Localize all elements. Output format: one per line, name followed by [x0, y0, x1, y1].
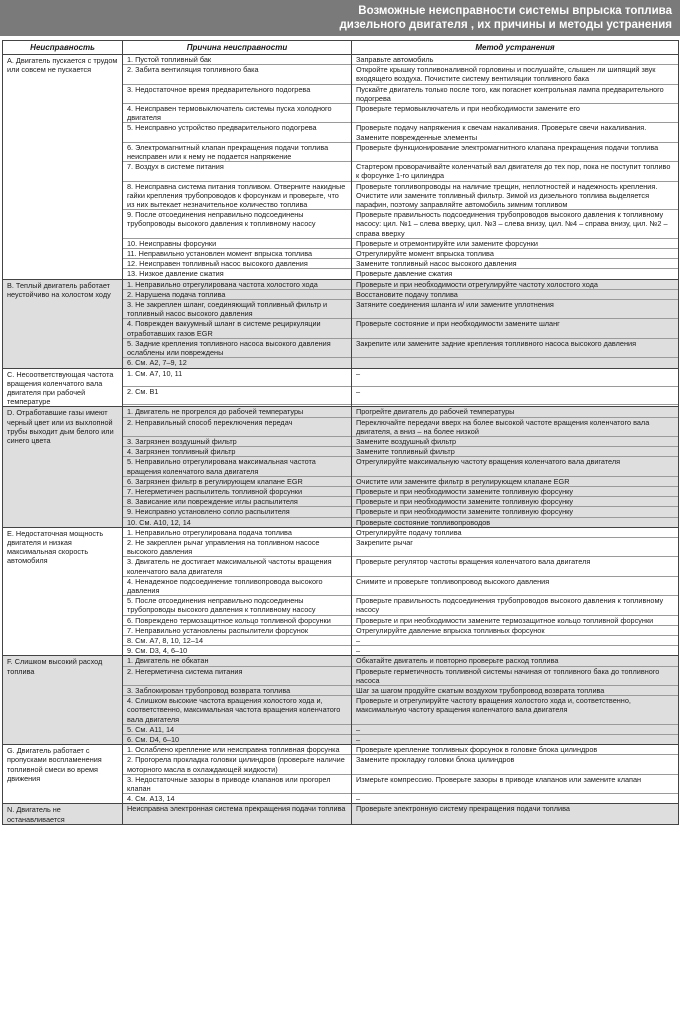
table-row [3, 368, 679, 386]
cause-cell: 7. Неправильно установлены распылители форсунок [123, 625, 352, 635]
remedy-cell: Откройте крышку топливоналивной горловины и послушайте, слышен ли шипящий звук входящего воздуха. Почистите систему вентиляции топливного бака [352, 65, 679, 84]
fault-group [3, 407, 679, 527]
header-fault: Неисправность [3, 41, 123, 55]
remedy-cell: Замените прокладку головки блока цилиндров [352, 755, 679, 774]
fault-cell: F. Слишком высокий расход топлива [3, 656, 123, 745]
remedy-cell: Проверьте давление сжатия [352, 269, 679, 279]
remedy-cell: Замените топливный насос высокого давления [352, 259, 679, 269]
fault-table [2, 40, 679, 825]
remedy-cell: Затяните соединения шланга и/ или замените уплотнения [352, 300, 679, 319]
remedy-cell: Снимите и проверьте топливопровод высокого давления [352, 576, 679, 595]
remedy-cell: Проверьте топливопроводы на наличие трещин, неплотностей и надежность крепления. Очистите или замените топливный фильтр. Зимой из дизельного топлива выделяется парафин, поэтому заправляйте автомобиль зимним топливом [352, 181, 679, 210]
cause-cell: 1. Неправильно отрегулирована подача топлива [123, 527, 352, 537]
fault-group [3, 656, 679, 745]
table-row [3, 804, 679, 824]
cause-cell: 5. См. A11, 14 [123, 724, 352, 734]
cause-cell: 2. Не закреплен рычаг управления на топливном насосе высокого давления [123, 537, 352, 556]
remedy-cell: – [352, 386, 679, 404]
remedy-cell: Проверьте регулятор частоты вращения коленчатого вала двигателя [352, 557, 679, 576]
fault-cell: G. Двигатель работает с пропусками воспламенения топливной смеси во время движения [3, 745, 123, 804]
cause-cell: 4. Загрязнен топливный фильтр [123, 447, 352, 457]
title-line-1: Возможные неисправности системы впрыска топлива [358, 5, 672, 17]
cause-cell: 10. Неисправны форсунки [123, 238, 352, 248]
remedy-cell: Проверьте функционирование электромагнитного клапана прекращения подачи топлива [352, 142, 679, 161]
cause-cell: 2. Прогорела прокладка головки цилиндров (проверьте наличие моторного масла в охлаждающей жидкости) [123, 755, 352, 774]
cause-cell: 6. Загрязнен фильтр в регулирующем клапане EGR [123, 476, 352, 486]
cause-cell: Неисправна электронная система прекращения подачи топлива [123, 804, 352, 824]
cause-cell: 6. Повреждено термозащитное кольцо топливной форсунки [123, 615, 352, 625]
cause-cell: 9. Неисправно установлено сопло распылителя [123, 507, 352, 517]
remedy-cell: Проверьте крепление топливных форсунок в головке блока цилиндров [352, 745, 679, 755]
remedy-cell: Проверьте подачу напряжения к свечам накаливания. Проверьте свечи накаливания. Замените поврежденные элементы [352, 123, 679, 142]
cause-cell: 3. Двигатель не достигает максимальной частоты вращения коленчатого вала двигателя [123, 557, 352, 576]
cause-cell: 4. Ненадежное подсоединение топливопровода высокого давления [123, 576, 352, 595]
fault-group [3, 279, 679, 368]
remedy-cell: Заправьте автомобиль [352, 55, 679, 65]
table-row [3, 656, 679, 666]
fault-cell: N. Двигатель не останавливается [3, 804, 123, 824]
fault-group [3, 804, 679, 824]
cause-cell: 1. Неправильно отрегулирована частота холостого хода [123, 279, 352, 289]
remedy-cell: Восстановите подачу топлива [352, 289, 679, 299]
remedy-cell: Проверьте и при необходимости замените топливную форсунку [352, 497, 679, 507]
cause-cell: 3. Не закреплен шланг, соединяющий топливный фильтр и топливный насос высокого давления [123, 300, 352, 319]
remedy-cell: Проверьте состояние топливопроводов [352, 517, 679, 527]
cause-cell: 1. Ослаблено крепление или неисправна топливная форсунка [123, 745, 352, 755]
cause-cell: 5. Неправильно отрегулирована максимальная частота вращения коленчатого вала двигателя [123, 457, 352, 476]
remedy-cell: – [352, 646, 679, 656]
remedy-cell: Закрепите или замените задние крепления топливного насоса высокого давления [352, 338, 679, 357]
cause-cell: 3. Недостаточное время предварительного подогрева [123, 84, 352, 103]
remedy-cell: Проверьте правильность подсоединения трубопроводов высокого давления к топливному насосу [352, 596, 679, 615]
fault-cell: B. Теплый двигатель работает неустойчиво на холостом ходу [3, 279, 123, 368]
cause-cell: 6. См. D4, 6–10 [123, 735, 352, 745]
cause-cell: 4. Слишком высокие частота вращения холостого хода и, соответственно, максимальная частота вращения коленчатого вала двигателя [123, 696, 352, 725]
cause-cell: 13. Низкое давление сжатия [123, 269, 352, 279]
table-row [3, 279, 679, 289]
remedy-cell: Проверьте герметичность топливной системы начиная от топливного бака до топливного насоса [352, 666, 679, 685]
cause-cell: 11. Неправильно установлен момент впрыска топлива [123, 249, 352, 259]
remedy-cell: Замените топливный фильтр [352, 447, 679, 457]
cause-cell: 6. Электромагнитный клапан прекращения подачи топлива неисправен или к нему не подается напряжение [123, 142, 352, 161]
table-row [3, 745, 679, 755]
fault-cell: C. Несоответствующая частота вращения коленчатого вала двигателя при рабочей температуре [3, 368, 123, 407]
remedy-cell: – [352, 794, 679, 804]
cause-cell: 8. Неисправна система питания топливом. Отверните накидные гайки крепления трубопроводов к форсункам и проверьте, что из них вытекает незначительное количество топлива [123, 181, 352, 210]
cause-cell: 3. Заблокирован трубопровод возврата топлива [123, 686, 352, 696]
remedy-cell: Проверьте и при необходимости замените топливную форсунку [352, 507, 679, 517]
cause-cell: 3. Недостаточные зазоры в приводе клапанов или прогорел клапан [123, 774, 352, 793]
cause-cell: 1. См. A7, 10, 11 [123, 368, 352, 386]
remedy-cell [352, 358, 679, 368]
remedy-cell: Обкатайте двигатель и повторно проверьте расход топлива [352, 656, 679, 666]
fault-cell: E. Недостаточная мощность двигателя и низкая максимальная скорость автомобиля [3, 527, 123, 656]
cause-cell: 2. Неправильный способ переключения передач [123, 417, 352, 436]
fault-group [3, 368, 679, 407]
table-row [3, 407, 679, 417]
cause-cell: 9. См. D3, 4, 6–10 [123, 646, 352, 656]
header-remedy: Метод устранения [352, 41, 679, 55]
remedy-cell: – [352, 635, 679, 645]
fault-group [3, 55, 679, 280]
cause-cell: 10. См. A10, 12, 14 [123, 517, 352, 527]
remedy-cell: Прогрейте двигатель до рабочей температуры [352, 407, 679, 417]
cause-cell: 2. Негерметична система питания [123, 666, 352, 685]
fault-group [3, 527, 679, 656]
remedy-cell: Очистите или замените фильтр в регулирующем клапане EGR [352, 476, 679, 486]
cause-cell: 1. Двигатель не обкатан [123, 656, 352, 666]
cause-cell: 5. Неисправно устройство предварительного подогрева [123, 123, 352, 142]
remedy-cell: Отрегулируйте подачу топлива [352, 527, 679, 537]
fault-group [3, 745, 679, 804]
cause-cell: 4. Неисправен термовыключатель системы пуска холодного двигателя [123, 104, 352, 123]
remedy-cell: Проверьте термовыключатель и при необходимости замените его [352, 104, 679, 123]
remedy-cell: Отрегулируйте давление впрыска топливных форсунок [352, 625, 679, 635]
cause-cell: 7. Воздух в системе питания [123, 162, 352, 181]
cause-cell: 5. После отсоединения неправильно подсоединены трубопроводы высокого давления к топливному насосу [123, 596, 352, 615]
remedy-cell: Проверьте правильность подсоединения трубопроводов высокого давления к топливному насосу: цил. №1 – слева вверху, цил. №3 – слева внизу, цил. №4 – справа внизу, цил. №2 – справа вверху [352, 210, 679, 239]
remedy-cell: Стартером проворачивайте коленчатый вал двигателя до тех пор, пока не поступит топливо к форсунке 1-го цилиндра [352, 162, 679, 181]
remedy-cell: – [352, 735, 679, 745]
fault-cell: A. Двигатель пускается с трудом или совсем не пускается [3, 55, 123, 280]
table-row [3, 55, 679, 65]
remedy-cell: Переключайте передачи вверх на более высокой частоте вращения коленчатого вала двигателя, а вниз – на более низкой [352, 417, 679, 436]
cause-cell: 5. Задние крепления топливного насоса высокого давления ослаблены или повреждены [123, 338, 352, 357]
remedy-cell: Отрегулируйте максимальную частоту вращения коленчатого вала двигателя [352, 457, 679, 476]
fault-cell: D. Отработавшие газы имеют черный цвет или из выхлопной трубы выходит дым белого или синего цвета [3, 407, 123, 527]
remedy-cell: Проверьте электронную систему прекращения подачи топлива [352, 804, 679, 824]
cause-cell: 2. Забита вентиляция топливного бака [123, 65, 352, 84]
remedy-cell: – [352, 724, 679, 734]
remedy-cell: Измерьте компрессию. Проверьте зазоры в приводе клапанов или замените клапан [352, 774, 679, 793]
cause-cell: 1. Пустой топливный бак [123, 55, 352, 65]
cause-cell: 8. Зависание или повреждение иглы распылителя [123, 497, 352, 507]
remedy-cell: Шаг за шагом продуйте сжатым воздухом трубопровод возврата топлива [352, 686, 679, 696]
cause-cell: 8. См. A7, 8, 10, 12–14 [123, 635, 352, 645]
remedy-cell: Проверьте и при необходимости отрегулируйте частоту холостого хода [352, 279, 679, 289]
remedy-cell: Проверьте состояние и при необходимости замените шланг [352, 319, 679, 338]
cause-cell: 2. Нарушена подача топлива [123, 289, 352, 299]
header-cause: Причина неисправности [123, 41, 352, 55]
remedy-cell: Пускайте двигатель только после того, как погаснет контрольная лампа предварительного подогрева [352, 84, 679, 103]
cause-cell: 9. После отсоединения неправильно подсоединены трубопроводы высокого давления к топливному насосу [123, 210, 352, 239]
cause-cell: 4. См. A13, 14 [123, 794, 352, 804]
cause-cell: 12. Неисправен топливный насос высокого давления [123, 259, 352, 269]
cause-cell: 1. Двигатель не прогрелся до рабочей температуры [123, 407, 352, 417]
cause-cell: 6. См. A2, 7–9, 12 [123, 358, 352, 368]
remedy-cell: Проверьте и отремонтируйте или замените форсунки [352, 238, 679, 248]
remedy-cell: Отрегулируйте момент впрыска топлива [352, 249, 679, 259]
remedy-cell: Проверьте и отрегулируйте частоту вращения холостого хода и, соответственно, максимальную частоту вращения коленчатого вала двигателя [352, 696, 679, 725]
table-row [3, 527, 679, 537]
cause-cell: 7. Негерметичен распылитель топливной форсунки [123, 486, 352, 496]
cause-cell: 3. Загрязнен воздушный фильтр [123, 436, 352, 446]
title-banner [0, 0, 680, 36]
remedy-cell: Замените воздушный фильтр [352, 436, 679, 446]
remedy-cell: – [352, 368, 679, 386]
cause-cell: 2. См. B1 [123, 386, 352, 404]
remedy-cell: Проверьте и при необходимости замените термозащитное кольцо топливной форсунки [352, 615, 679, 625]
remedy-cell: Проверьте и при необходимости замените топливную форсунку [352, 486, 679, 496]
title-line-2: дизельного двигателя , их причины и методы устранения [339, 19, 672, 31]
remedy-cell: Закрепите рычаг [352, 537, 679, 556]
header-row [3, 41, 679, 55]
cause-cell: 4. Поврежден вакуумный шланг в системе рециркуляции отработавших газов EGR [123, 319, 352, 338]
